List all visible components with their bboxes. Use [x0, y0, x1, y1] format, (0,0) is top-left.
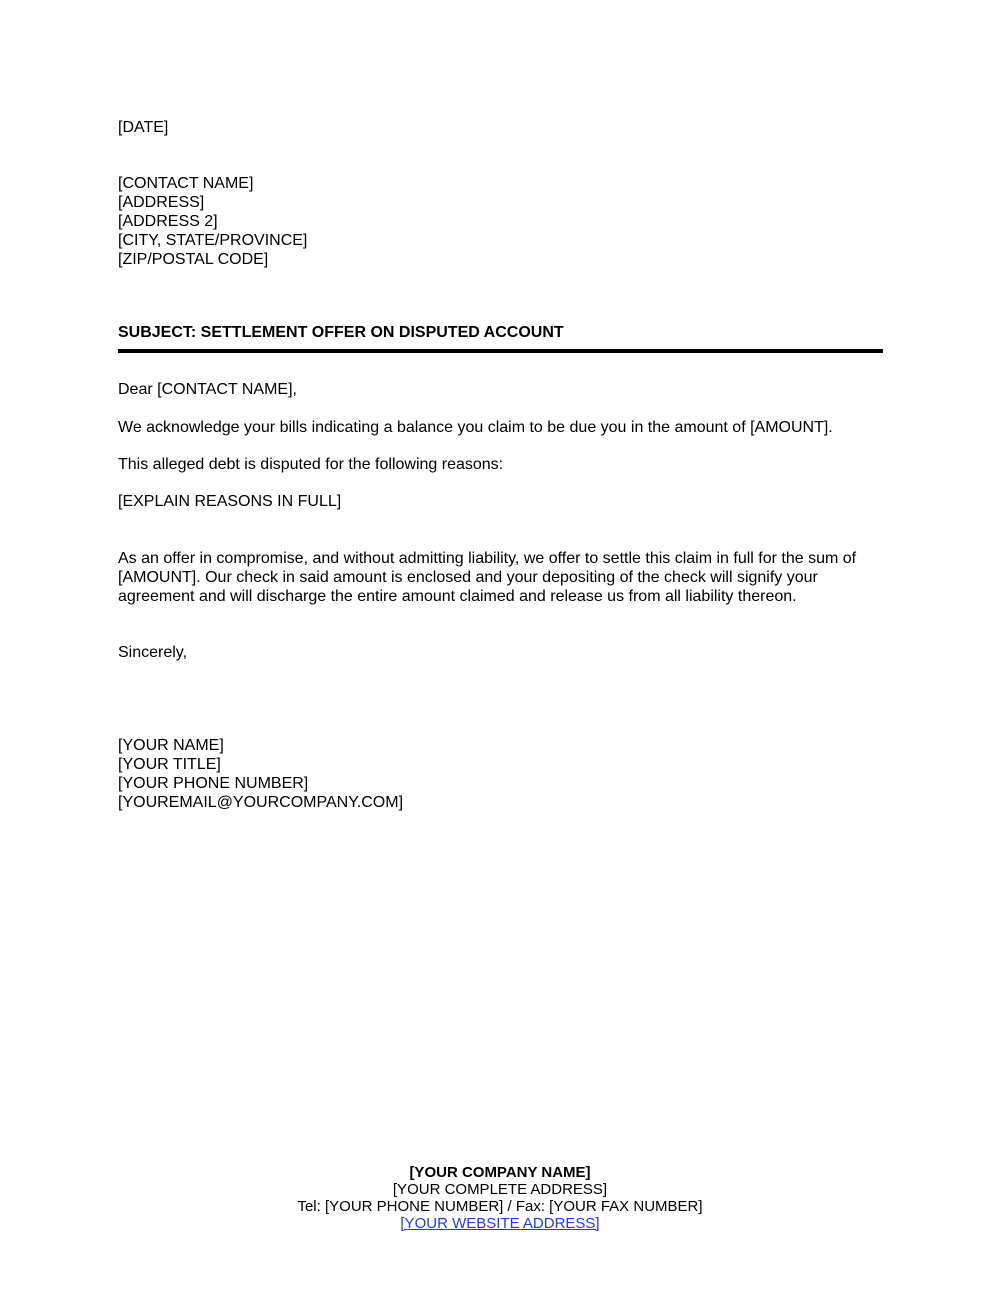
paragraph-dispute: This alleged debt is disputed for the following reasons: [118, 456, 504, 473]
letter-date: [DATE] [118, 119, 169, 136]
paragraph-offer [118, 549, 888, 606]
footer-address: [YOUR COMPLETE ADDRESS] [392, 1181, 608, 1198]
signature-name: [YOUR NAME] [118, 737, 224, 754]
closing: Sincerely, [118, 644, 188, 661]
recipient-zip: [ZIP/POSTAL CODE] [118, 251, 269, 268]
paragraph-acknowledge: We acknowledge your bills indicating a balance you claim to be due you in the amount of [AMOUNT]. [118, 419, 833, 436]
signature-block [118, 736, 888, 812]
recipient-city-state: [CITY, STATE/PROVINCE] [118, 232, 308, 249]
offer-line-1: As an offer in compromise, and without admitting liability, we offer to settle this claim in full for the sum of [118, 550, 857, 567]
recipient-address-line-1: [ADDRESS] [118, 194, 205, 211]
subject-line: SUBJECT: SETTLEMENT OFFER ON DISPUTED ACCOUNT [118, 324, 564, 341]
recipient-contact-name: [CONTACT NAME] [118, 175, 254, 192]
signature-phone: [YOUR PHONE NUMBER] [118, 775, 309, 792]
signature-email: [YOUREMAIL@YOURCOMPANY.COM] [118, 794, 404, 811]
recipient-address [118, 174, 888, 269]
paragraph-reasons: [EXPLAIN REASONS IN FULL] [118, 493, 342, 510]
footer-website-link[interactable]: [YOUR WEBSITE ADDRESS] [400, 1215, 600, 1232]
subject-divider [118, 349, 883, 353]
letter-footer [0, 1164, 1000, 1232]
footer-contact: Tel: [YOUR PHONE NUMBER] / Fax: [YOUR FAX NUMBER] [297, 1198, 703, 1215]
salutation: Dear [CONTACT NAME], [118, 381, 297, 398]
offer-line-2: [AMOUNT]. Our check in said amount is enclosed and your depositing of the check will signify your [118, 569, 818, 586]
offer-line-3: agreement and will discharge the entire amount claimed and release us from all liability thereon. [118, 588, 797, 605]
footer-company-name: [YOUR COMPANY NAME] [409, 1164, 591, 1181]
recipient-address-line-2: [ADDRESS 2] [118, 213, 218, 230]
signature-title: [YOUR TITLE] [118, 756, 221, 773]
